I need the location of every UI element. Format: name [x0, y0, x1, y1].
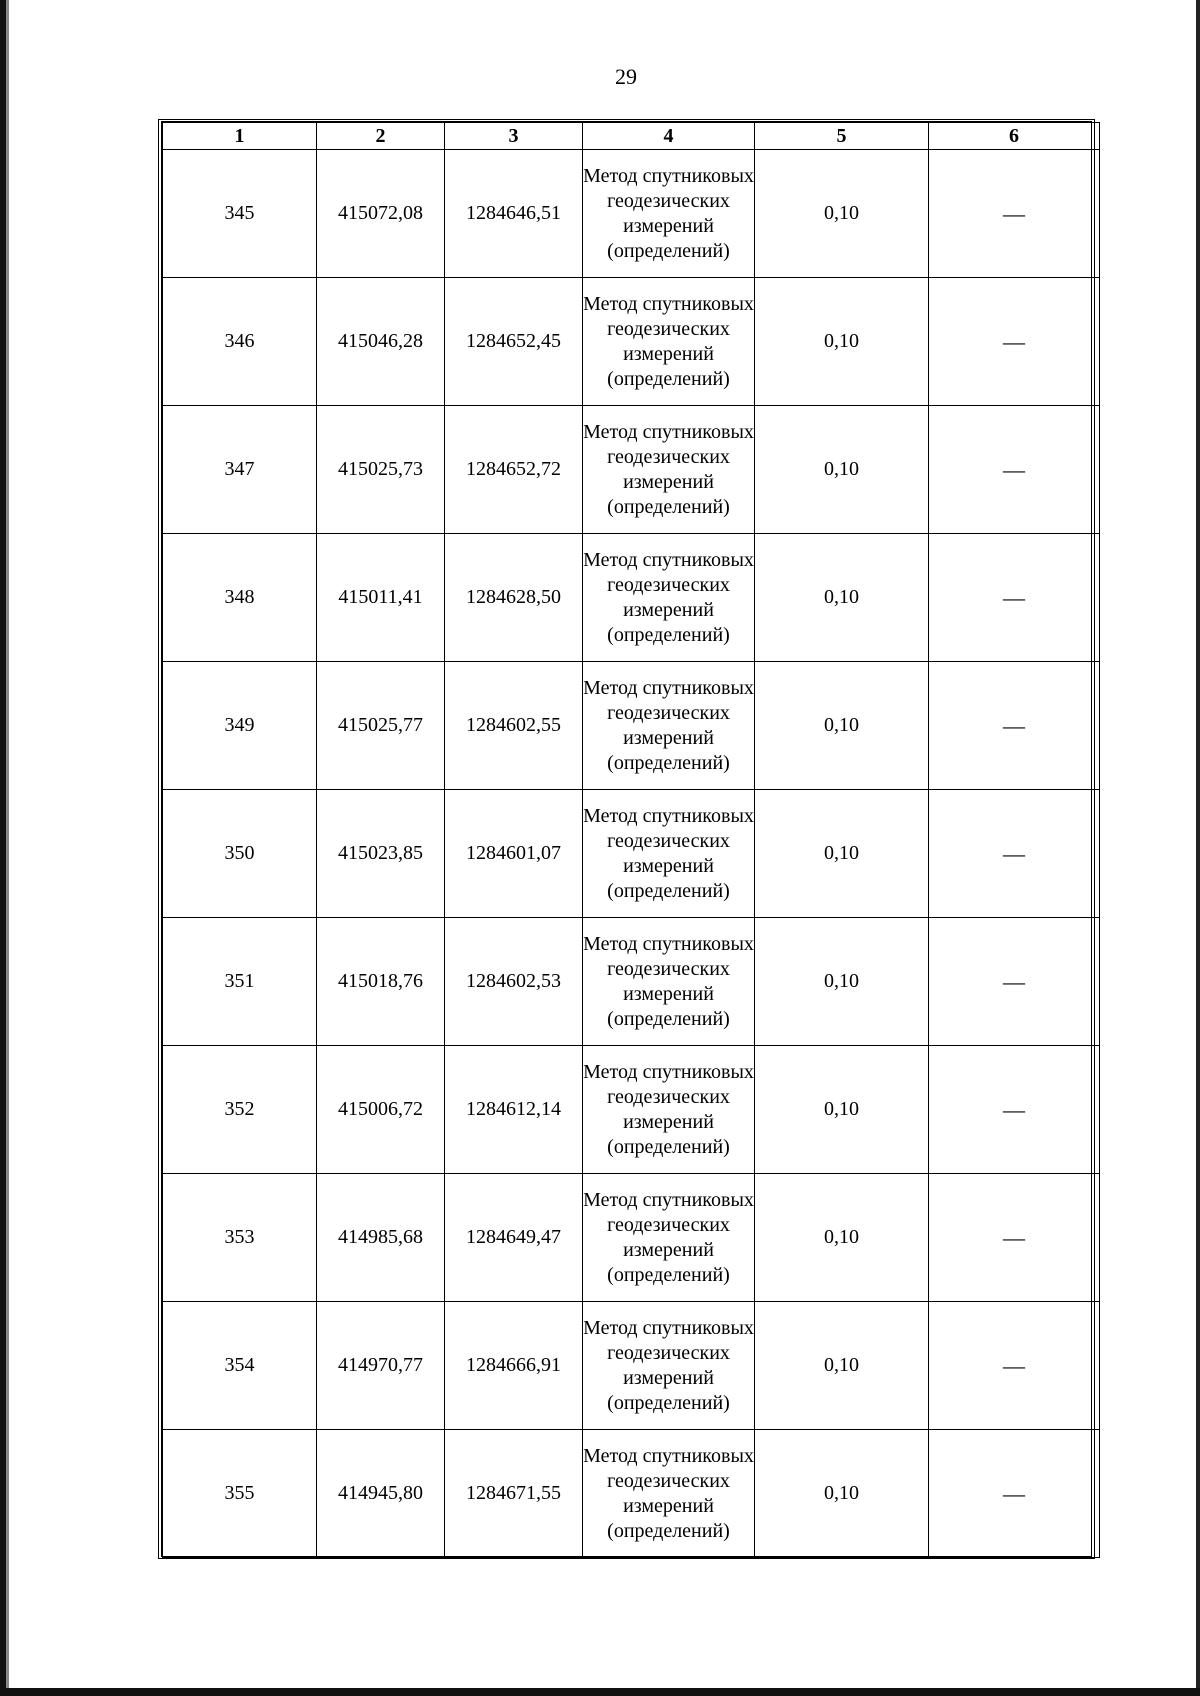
point-number: 347	[163, 406, 317, 534]
method-description: Метод спутниковых геодезических измерений (определений)	[583, 1046, 755, 1174]
coordinate-x: 415046,28	[317, 278, 445, 406]
point-number: 354	[163, 1302, 317, 1430]
table-body	[163, 150, 1100, 1558]
table-row	[163, 1430, 1100, 1558]
point-number: 353	[163, 1174, 317, 1302]
coordinates-table	[162, 122, 1100, 1558]
note-dash: —	[929, 1174, 1100, 1302]
point-number: 346	[163, 278, 317, 406]
header-col-4: 4	[583, 123, 755, 150]
scan-edge-right	[1196, 0, 1200, 1696]
table-row	[163, 1302, 1100, 1430]
header-row	[163, 123, 1100, 150]
point-number: 355	[163, 1430, 317, 1558]
coordinate-y: 1284649,47	[445, 1174, 583, 1302]
note-dash: —	[929, 150, 1100, 278]
coordinate-x: 415023,85	[317, 790, 445, 918]
coordinate-x: 415006,72	[317, 1046, 445, 1174]
accuracy-value: 0,10	[755, 790, 929, 918]
note-dash: —	[929, 1302, 1100, 1430]
method-description: Метод спутниковых геодезических измерений (определений)	[583, 150, 755, 278]
coordinate-y: 1284666,91	[445, 1302, 583, 1430]
coordinate-x: 415011,41	[317, 534, 445, 662]
coordinate-y: 1284646,51	[445, 150, 583, 278]
point-number: 350	[163, 790, 317, 918]
method-description: Метод спутниковых геодезических измерений (определений)	[583, 1430, 755, 1558]
coordinate-y: 1284601,07	[445, 790, 583, 918]
method-description: Метод спутниковых геодезических измерений (определений)	[583, 534, 755, 662]
header-col-5: 5	[755, 123, 929, 150]
coordinate-x: 415072,08	[317, 150, 445, 278]
header-col-2: 2	[317, 123, 445, 150]
accuracy-value: 0,10	[755, 1430, 929, 1558]
note-dash: —	[929, 918, 1100, 1046]
method-description: Метод спутниковых геодезических измерений (определений)	[583, 1174, 755, 1302]
header-col-3: 3	[445, 123, 583, 150]
accuracy-value: 0,10	[755, 406, 929, 534]
point-number: 349	[163, 662, 317, 790]
accuracy-value: 0,10	[755, 278, 929, 406]
coordinate-y: 1284671,55	[445, 1430, 583, 1558]
table-row	[163, 662, 1100, 790]
point-number: 348	[163, 534, 317, 662]
point-number: 352	[163, 1046, 317, 1174]
accuracy-value: 0,10	[755, 534, 929, 662]
method-description: Метод спутниковых геодезических измерений (определений)	[583, 918, 755, 1046]
coordinate-x: 414970,77	[317, 1302, 445, 1430]
coordinate-y: 1284628,50	[445, 534, 583, 662]
accuracy-value: 0,10	[755, 1174, 929, 1302]
note-dash: —	[929, 1430, 1100, 1558]
header-col-6: 6	[929, 123, 1100, 150]
method-description: Метод спутниковых геодезических измерений (определений)	[583, 790, 755, 918]
coordinate-y: 1284652,45	[445, 278, 583, 406]
note-dash: —	[929, 790, 1100, 918]
method-description: Метод спутниковых геодезических измерений (определений)	[583, 406, 755, 534]
coordinate-x: 414985,68	[317, 1174, 445, 1302]
accuracy-value: 0,10	[755, 1046, 929, 1174]
page-number: 29	[615, 64, 637, 89]
accuracy-value: 0,10	[755, 662, 929, 790]
table-row	[163, 406, 1100, 534]
accuracy-value: 0,10	[755, 918, 929, 1046]
accuracy-value: 0,10	[755, 1302, 929, 1430]
table-header	[163, 123, 1100, 150]
table-row	[163, 918, 1100, 1046]
coordinate-y: 1284602,53	[445, 918, 583, 1046]
note-dash: —	[929, 662, 1100, 790]
coordinate-x: 415018,76	[317, 918, 445, 1046]
note-dash: —	[929, 278, 1100, 406]
method-description: Метод спутниковых геодезических измерений (определений)	[583, 1302, 755, 1430]
note-dash: —	[929, 534, 1100, 662]
note-dash: —	[929, 1046, 1100, 1174]
accuracy-value: 0,10	[755, 150, 929, 278]
note-dash: —	[929, 406, 1100, 534]
table-row	[163, 1174, 1100, 1302]
method-description: Метод спутниковых геодезических измерений (определений)	[583, 278, 755, 406]
table-row	[163, 534, 1100, 662]
scan-edge-left-shadow	[6, 0, 9, 1696]
table-row	[163, 1046, 1100, 1174]
point-number: 351	[163, 918, 317, 1046]
table-row	[163, 790, 1100, 918]
header-col-1: 1	[163, 123, 317, 150]
coordinate-y: 1284612,14	[445, 1046, 583, 1174]
point-number: 345	[163, 150, 317, 278]
coordinate-y: 1284652,72	[445, 406, 583, 534]
table-row	[163, 278, 1100, 406]
coordinate-x: 415025,73	[317, 406, 445, 534]
table-row	[163, 150, 1100, 278]
coordinates-table-frame	[158, 119, 1095, 1559]
method-description: Метод спутниковых геодезических измерений (определений)	[583, 662, 755, 790]
coordinate-y: 1284602,55	[445, 662, 583, 790]
coordinate-x: 414945,80	[317, 1430, 445, 1558]
coordinate-x: 415025,77	[317, 662, 445, 790]
scan-edge-bottom	[0, 1688, 1200, 1696]
